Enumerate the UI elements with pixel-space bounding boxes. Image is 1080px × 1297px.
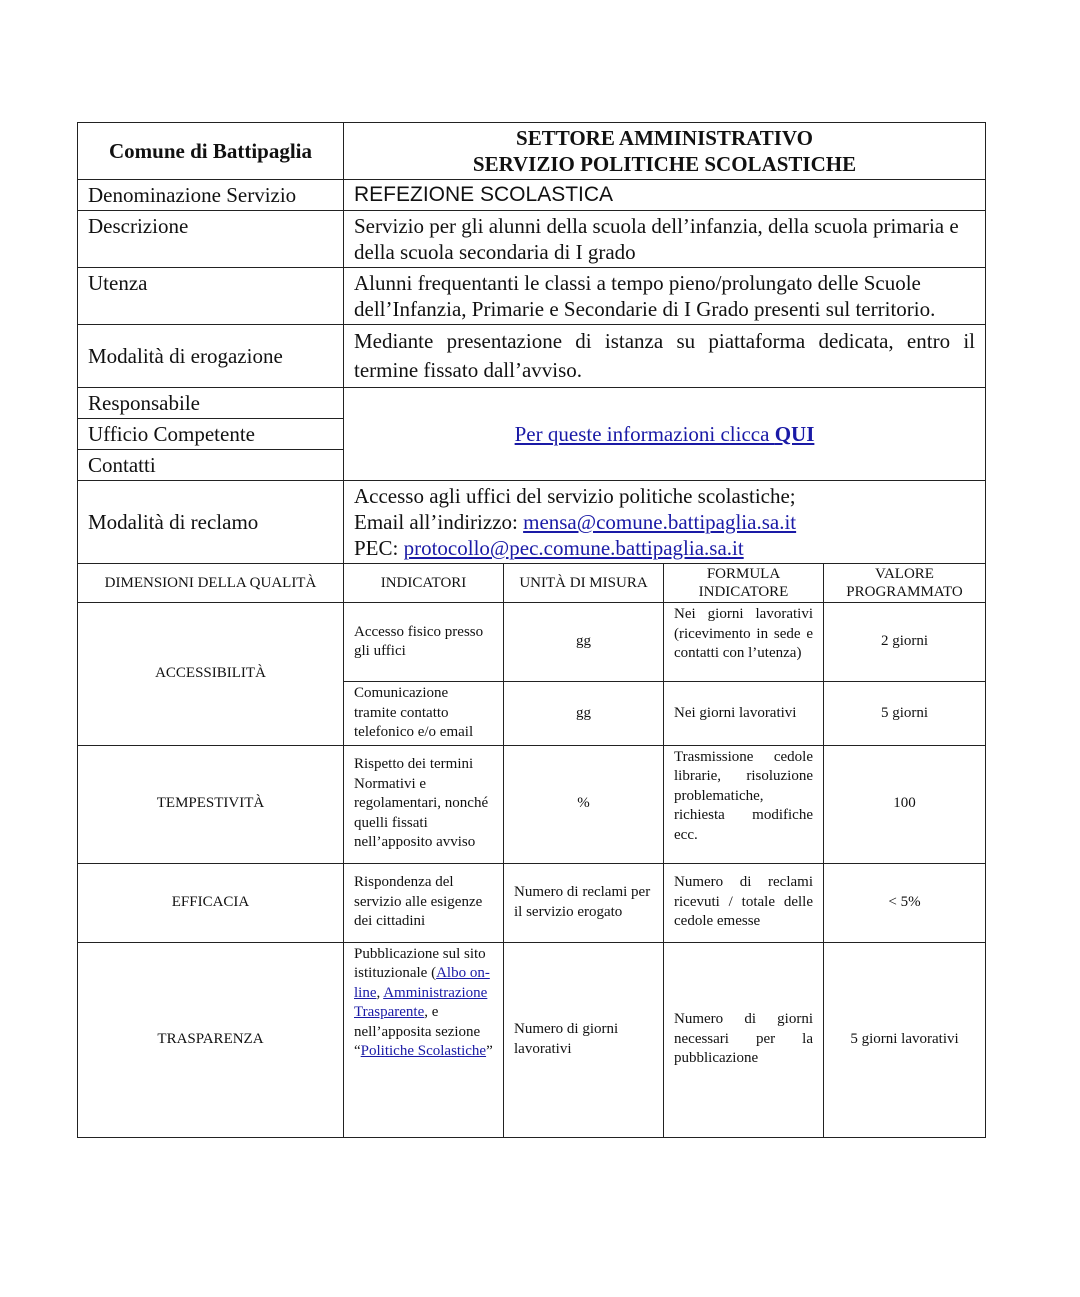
value-cell: < 5% bbox=[824, 863, 986, 942]
albo-online-link[interactable]: Albo on-line bbox=[354, 965, 490, 1001]
ind-text-1: Pubblicazione sul sito istituzionale ( bbox=[354, 945, 486, 981]
settore-line: SETTORE AMMINISTRATIVO bbox=[516, 126, 813, 150]
descrizione-value: Servizio per gli alunni della scuola dell’infanzia, della scuola primaria e della scuola secondaria di I grado bbox=[344, 211, 986, 268]
col-header-formula: FORMULA INDICATORE bbox=[664, 564, 824, 603]
indicator-cell: Rispondenza del servizio alle esigenze dei cittadini bbox=[344, 863, 504, 942]
amministrazione-trasparente-link[interactable]: Amministrazione Trasparente bbox=[354, 984, 488, 1020]
value-cell: 2 giorni bbox=[824, 603, 986, 682]
dimension-accessibilita: ACCESSIBILITÀ bbox=[78, 603, 344, 746]
col-header-dimensioni: DIMENSIONI DELLA QUALITÀ bbox=[78, 564, 344, 603]
ufficio-label: Ufficio Competente bbox=[78, 419, 344, 450]
service-card bbox=[77, 122, 985, 1138]
ind-text-4: ” bbox=[486, 1043, 493, 1059]
col-header-indicatori: INDICATORI bbox=[344, 564, 504, 603]
col-header-unita: UNITÀ DI MISURA bbox=[504, 564, 664, 603]
reclamo-email-line bbox=[354, 509, 975, 535]
indicator-cell: Rispetto dei termini Normativi e regolamentari, nonché quelli fissati nell’apposito avviso bbox=[344, 745, 504, 863]
erogazione-label: Modalità di erogazione bbox=[78, 325, 344, 388]
ind-text-2: , bbox=[376, 984, 384, 1001]
dimension-trasparenza: TRASPARENZA bbox=[78, 942, 344, 1137]
dimension-tempestivita: TEMPESTIVITÀ bbox=[78, 745, 344, 863]
contatti-label: Contatti bbox=[78, 450, 344, 481]
ind-text-3: , e nell’apposita sezione “ bbox=[354, 1004, 481, 1059]
settore-title bbox=[344, 123, 986, 180]
formula-cell: Nei giorni lavorativi bbox=[664, 682, 824, 746]
reclamo-value bbox=[344, 481, 986, 564]
value-cell: 100 bbox=[824, 745, 986, 863]
reclamo-pec-line bbox=[354, 535, 975, 561]
col-header-valore: VALORE PROGRAMMATO bbox=[824, 564, 986, 603]
pec-link[interactable]: protocollo@pec.comune.battipaglia.sa.it bbox=[403, 536, 744, 560]
dimension-efficacia: EFFICACIA bbox=[78, 863, 344, 942]
indicator-cell bbox=[344, 942, 504, 1137]
indicator-cell: Accesso fisico presso gli uffici bbox=[344, 603, 504, 682]
value-cell: 5 giorni lavorativi bbox=[824, 942, 986, 1137]
value-cell: 5 giorni bbox=[824, 682, 986, 746]
servizio-line: SERVIZIO POLITICHE SCOLASTICHE bbox=[472, 152, 857, 176]
reclamo-line1: Accesso agli uffici del servizio politiche scolastiche; bbox=[354, 484, 796, 508]
erogazione-value: Mediante presentazione di istanza su piattaforma dedicata, entro il termine fissato dall’avviso. bbox=[344, 325, 986, 388]
info-link-text: Per queste informazioni clicca bbox=[514, 422, 775, 446]
formula-cell: Numero di reclami ricevuti / totale delle cedole emesse bbox=[664, 863, 824, 942]
info-link-qui: QUI bbox=[774, 422, 815, 446]
utenza-value: Alunni frequentanti le classi a tempo pieno/prolungato delle Scuole dell’Infanzia, Primarie e Secondarie di I Grado presenti sul territorio. bbox=[344, 268, 986, 325]
denominazione-value: REFEZIONE SCOLASTICA bbox=[344, 180, 986, 211]
service-info-table bbox=[77, 122, 986, 564]
unit-cell: Numero di reclami per il servizio erogato bbox=[504, 863, 664, 942]
formula-cell: Nei giorni lavorativi (ricevimento in sede e contatti con l’utenza) bbox=[664, 603, 824, 682]
responsabile-label: Responsabile bbox=[78, 388, 344, 419]
denominazione-label: Denominazione Servizio bbox=[78, 180, 344, 211]
comune-title: Comune di Battipaglia bbox=[78, 123, 344, 180]
unit-cell: % bbox=[504, 745, 664, 863]
formula-cell: Trasmissione cedole librarie, risoluzione problematiche, richiesta modifiche ecc. bbox=[664, 745, 824, 863]
email-prefix: Email all’indirizzo: bbox=[354, 510, 524, 534]
unit-cell: Numero di giorni lavorativi bbox=[504, 942, 664, 1137]
email-link[interactable]: mensa@comune.battipaglia.sa.it bbox=[523, 510, 797, 534]
info-link[interactable] bbox=[515, 422, 815, 446]
reclamo-label: Modalità di reclamo bbox=[78, 481, 344, 564]
formula-cell: Numero di giorni necessari per la pubblicazione bbox=[664, 942, 824, 1137]
quality-table bbox=[77, 563, 986, 1138]
utenza-label: Utenza bbox=[78, 268, 344, 325]
indicator-cell: Comunicazione tramite contatto telefonico e/o email bbox=[344, 682, 504, 746]
info-link-cell bbox=[344, 388, 986, 481]
unit-cell: gg bbox=[504, 603, 664, 682]
unit-cell: gg bbox=[504, 682, 664, 746]
politiche-scolastiche-link[interactable]: Politiche Scolastiche bbox=[360, 1043, 487, 1059]
pec-prefix: PEC: bbox=[354, 536, 404, 560]
descrizione-label: Descrizione bbox=[78, 211, 344, 268]
